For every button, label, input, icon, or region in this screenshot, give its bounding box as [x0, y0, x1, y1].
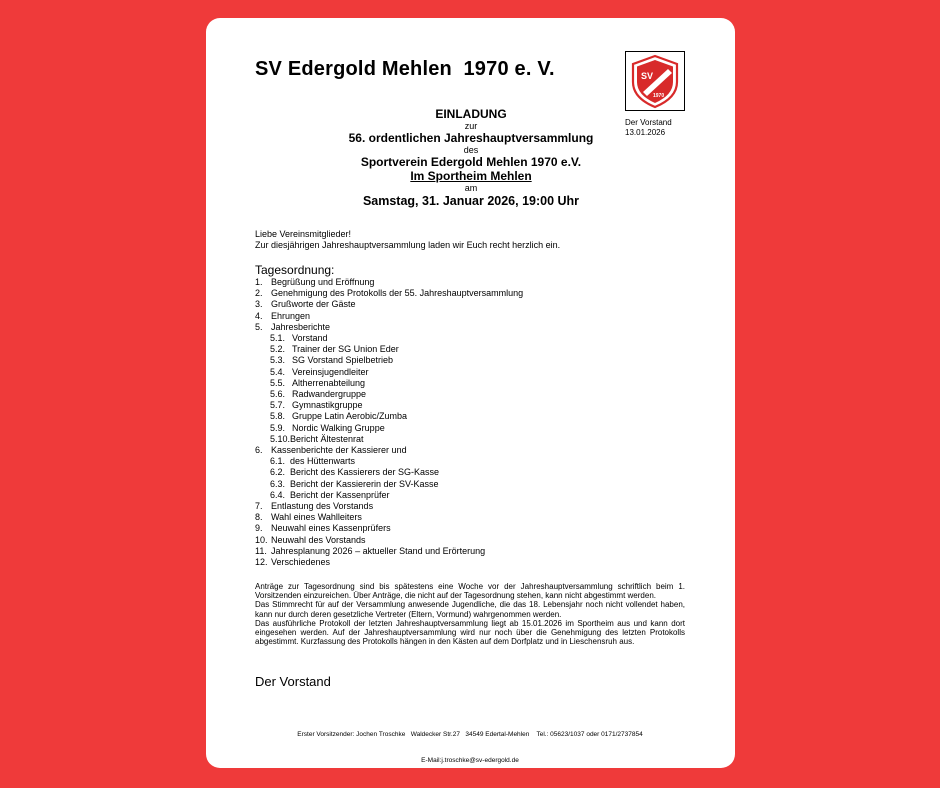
club-logo	[625, 51, 685, 111]
svg-text:SV: SV	[641, 71, 654, 81]
agenda-item: 11. Jahresplanung 2026 – aktueller Stand und Erörterung	[255, 545, 486, 556]
agenda-subitem: 5.8. Gruppe Latin Aerobic/Zumba	[270, 411, 408, 422]
agenda-item: 10. Neuwahl des Vorstands	[255, 534, 366, 545]
club-crest-icon	[626, 52, 684, 110]
agenda-item: 5. Jahresberichte	[255, 321, 331, 332]
note-paragraph: Das ausführliche Protokoll der letzten Jahreshauptversammlung liegt ab 15.01.2026 im Sportheim aus und kann dort eingesehen werden. Auf der Jahreshauptversammlung wird nur noch über die Genehmigung des letzten Protokolls abgestimmt. Kurzfassung des Protokolls hängen in den Kästen auf dem Dorfplatz und in Lieschensruh aus.	[255, 618, 685, 647]
notes	[255, 582, 685, 646]
svg-text:1970: 1970	[653, 93, 665, 99]
word-zur: zur	[464, 121, 478, 131]
agenda-item: 6. Kassenberichte der Kassierer und	[255, 445, 407, 456]
agenda-subitem: 5.3. SG Vorstand Spielbetrieb	[270, 355, 394, 366]
invitation-title: EINLADUNG	[435, 107, 507, 121]
agenda-subitem: 6.2. Bericht des Kassierers der SG-Kasse	[270, 467, 440, 478]
club-title: SV Edergold Mehlen 1970 e. V.	[255, 58, 555, 80]
agenda-subitem: 5.2. Trainer der SG Union Eder	[270, 344, 399, 355]
agenda-subitem: 5.4. Vereinsjugendleiter	[270, 366, 369, 377]
agenda-item: 2. Genehmigung des Protokolls der 55. Jahreshauptversammlung	[255, 288, 524, 299]
meeting-venue: Im Sportheim Mehlen	[410, 169, 532, 183]
footer-email: E-Mail:j.troschke@sv-edergold.de	[421, 756, 519, 764]
agenda-list	[255, 277, 523, 568]
meeting-datetime: Samstag, 31. Januar 2026, 19:00 Uhr	[362, 194, 580, 208]
agenda-item: 7. Entlastung des Vorstands	[255, 501, 374, 512]
agenda-subitem: 6.4. Bericht der Kassenprüfer	[270, 489, 390, 500]
footer	[255, 714, 685, 782]
agenda-item: 12. Verschiedenes	[255, 557, 331, 568]
footer-contact: Erster Vorsitzender: Jochen Troschke Waldecker Str.27 34549 Edertal-Mehlen Tel.: 05623/1037 oder 0171/2737854	[297, 731, 643, 738]
word-des: des	[463, 145, 479, 155]
agenda-title: Tagesordnung:	[255, 263, 335, 277]
signoff: Der Vorstand	[255, 674, 331, 689]
agenda-subitem: 5.5. Altherrenabteilung	[270, 377, 366, 388]
agenda-subitem: 6.3. Bericht der Kassiererin der SV-Kasse	[270, 478, 439, 489]
note-paragraph: Anträge zur Tagesordnung sind bis spätestens eine Woche vor der Jahreshauptversammlung schriftlich beim 1. Vorsitzenden einzureichen. Über Anträge, die nicht auf der Tagesordnung stehen, kann nicht abgestimmt werden.	[255, 582, 685, 601]
agenda-item: 3. Grußworte der Gäste	[255, 299, 356, 310]
agenda-subitem: 5.1. Vorstand	[270, 333, 328, 344]
agenda-item: 9. Neuwahl eines Kassenprüfers	[255, 523, 391, 534]
agenda-subitem: 5.9. Nordic Walking Gruppe	[270, 422, 385, 433]
club-full-name: Sportverein Edergold Mehlen 1970 e.V.	[360, 155, 582, 169]
agenda-subitem: 5.6. Radwandergruppe	[270, 389, 367, 400]
greeting	[255, 229, 560, 251]
agenda-item: 1. Begrüßung und Eröffnung	[255, 277, 375, 287]
agenda-item: 4. Ehrungen	[255, 310, 311, 321]
greeting-line: Zur diesjährigen Jahreshauptversammlung laden wir Euch recht herzlich ein.	[255, 240, 561, 250]
agenda-subitem: 5.10.Bericht Ältestenrat	[270, 433, 364, 444]
agenda-item: 8. Wahl eines Wahlleiters	[255, 512, 362, 523]
meeting-name: 56. ordentlichen Jahreshauptversammlung	[348, 131, 594, 145]
board-date: 13.01.2026	[625, 128, 666, 137]
word-am: am	[464, 183, 478, 193]
invitation-document	[206, 18, 735, 768]
agenda-subitem: 6.1. des Hüttenwarts	[270, 456, 356, 467]
greeting-line: Liebe Vereinsmitglieder!	[255, 229, 352, 239]
note-paragraph: Das Stimmrecht für auf der Versammlung anwesende Jugendliche, die das 18. Lebensjahr noch nicht vollendet haben, kann nur durch deren gesetzliche Vertreter (Eltern, Vormund) wahrgenommen werden.	[255, 600, 685, 619]
invitation-heading	[296, 107, 646, 209]
board-label: Der Vorstand	[625, 118, 672, 127]
agenda-subitem: 5.7. Gymnastikgruppe	[270, 400, 363, 411]
